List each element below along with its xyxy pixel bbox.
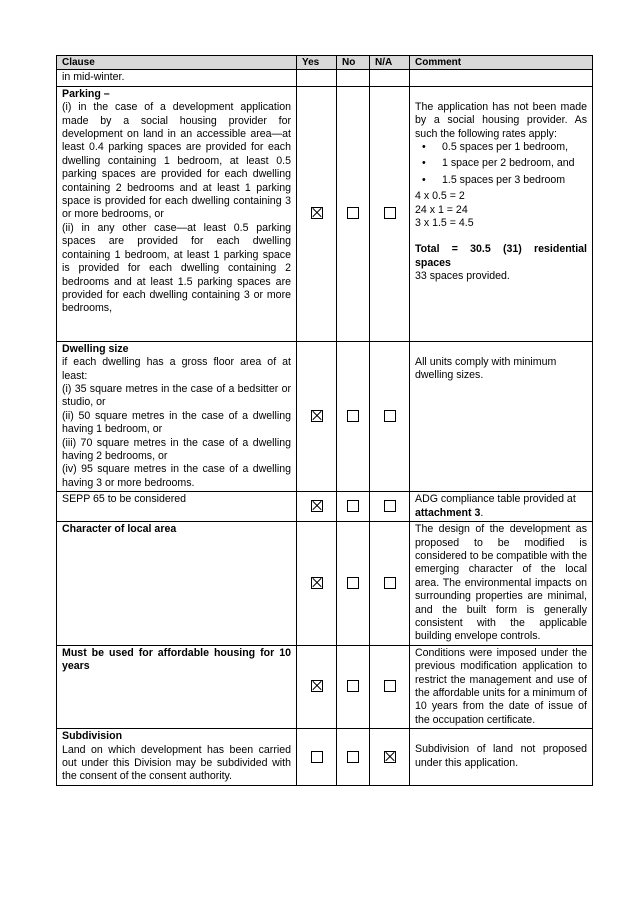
character-yes-checkbox[interactable]: [311, 577, 323, 589]
character-clause: [57, 522, 297, 646]
affordable-title: Must be used for affordable housing for 10 years: [62, 646, 291, 673]
table-row-dwelling: [57, 341, 593, 491]
sepp-yes-checkbox[interactable]: [311, 500, 323, 512]
dwelling-comment-text: All units comply with minimum dwelling sizes.: [415, 355, 557, 382]
parking-title: Parking –: [62, 87, 110, 100]
dwelling-title: Dwelling size: [62, 342, 129, 355]
dwelling-na-checkbox[interactable]: [384, 410, 396, 422]
subdivision-text: Land on which development has been carried out under this Division may be subdivided with the consent of the consent authority.: [62, 743, 291, 783]
list-item: • 1 space per 2 bedroom, and: [415, 157, 587, 170]
parking-text-i: (i) in the case of a development application made by a social housing provider for development on land in an accessible area—at least 0.4 parking spaces are provided for each dwelling containing 1 bedroom, at least 0.5 parking spaces are provided for each dwelling containing 2 bedrooms and at least 1 parking space is provided for each dwelling containing 3 or more bedrooms, or: [62, 101, 291, 221]
header-row: [57, 56, 593, 70]
table-row-character: [57, 522, 593, 646]
table-row-continuation: [57, 70, 593, 86]
sepp-na-checkbox[interactable]: [384, 500, 396, 512]
character-no-checkbox[interactable]: [347, 577, 359, 589]
sepp-clause: SEPP 65 to be considered: [57, 492, 297, 522]
affordable-no-checkbox[interactable]: [347, 680, 359, 692]
parking-comment-intro: The application has not been made by a social housing provider. As such the following rates apply:: [415, 100, 587, 140]
affordable-clause: [57, 645, 297, 728]
dwelling-yes-checkbox[interactable]: [311, 410, 323, 422]
header-yes: Yes: [297, 56, 337, 70]
dwelling-line: (iii) 70 square metres in the case of a dwelling having 2 bedrooms, or: [62, 436, 291, 463]
dwelling-line: (ii) 50 square metres in the case of a dwelling having 1 bedroom, or: [62, 409, 291, 436]
subdivision-clause: [57, 729, 297, 786]
parking-yes-checkbox[interactable]: [311, 207, 323, 219]
subdivision-comment: [410, 729, 593, 786]
dwelling-comment: [410, 341, 593, 491]
table-row-sepp: [57, 492, 593, 522]
continuation-text: in mid-winter.: [57, 70, 297, 86]
dwelling-line: (i) 35 square metres in the case of a bedsitter or studio, or: [62, 383, 291, 409]
parking-total: Total = 30.5 (31) residential spaces: [415, 243, 587, 269]
parking-calc-2: 24 x 1 = 24: [415, 203, 468, 216]
dwelling-no-checkbox[interactable]: [347, 410, 359, 422]
sepp-no-checkbox[interactable]: [347, 500, 359, 512]
header-clause: Clause: [57, 56, 297, 70]
parking-calc-1: 4 x 0.5 = 2: [415, 190, 465, 203]
list-item: • 1.5 spaces per 3 bedroom: [415, 174, 587, 187]
parking-calc-3: 3 x 1.5 = 4.5: [415, 217, 474, 230]
subdivision-no-checkbox[interactable]: [347, 751, 359, 763]
affordable-comment: Conditions were imposed under the previous modification application to restrict the management and use of the affordable units for a minimum of 10 years from the date of issue of the occupation certificate.: [410, 645, 593, 728]
affordable-yes-checkbox[interactable]: [311, 680, 323, 692]
affordable-na-checkbox[interactable]: [384, 680, 396, 692]
character-na-checkbox[interactable]: [384, 577, 396, 589]
character-title: Character of local area: [62, 523, 177, 536]
parking-text-ii: (ii) in any other case—at least 0.5 parking spaces are provided for each dwelling containing 1 bedroom, at least 1 parking space is provided for each dwelling containing 2 bedrooms and at least 1.5 parking spaces are provided for each dwelling containing 3 or more bedrooms,: [62, 221, 291, 315]
parking-comment: [410, 86, 593, 341]
table-row-affordable: [57, 645, 593, 728]
clause-table: [56, 55, 593, 786]
parking-clause: [57, 86, 297, 341]
parking-provided: 33 spaces provided.: [415, 270, 510, 283]
dwelling-line: (iv) 95 square metres in the case of a dwelling having 3 or more bedrooms.: [62, 463, 291, 489]
sepp-comment: ADG compliance table provided at attachment 3.: [410, 492, 593, 522]
parking-no-checkbox[interactable]: [347, 207, 359, 219]
list-item: • 0.5 spaces per 1 bedroom,: [415, 141, 587, 154]
dwelling-line: if each dwelling has a gross floor area of at least:: [62, 356, 291, 382]
header-na: N/A: [370, 56, 410, 70]
subdivision-na-checkbox[interactable]: [384, 751, 396, 763]
parking-rates-list: [415, 141, 587, 187]
table-row-subdivision: [57, 729, 593, 786]
character-comment: The design of the development as proposed to be modified is considered to be compatible with the emerging character of the local area. The environmental impacts on surrounding properties are minimal, and the built form is generally consistent with the applicable building envelope controls.: [410, 522, 593, 646]
header-comment: Comment: [410, 56, 593, 70]
parking-na-checkbox[interactable]: [384, 207, 396, 219]
attachment-reference: attachment 3: [415, 506, 481, 519]
subdivision-comment-text: Subdivision of land not proposed under this application.: [415, 743, 587, 769]
header-no: No: [337, 56, 370, 70]
subdivision-yes-checkbox[interactable]: [311, 751, 323, 763]
table-row-parking: [57, 86, 593, 341]
subdivision-title: Subdivision: [62, 730, 123, 743]
dwelling-clause: [57, 341, 297, 491]
